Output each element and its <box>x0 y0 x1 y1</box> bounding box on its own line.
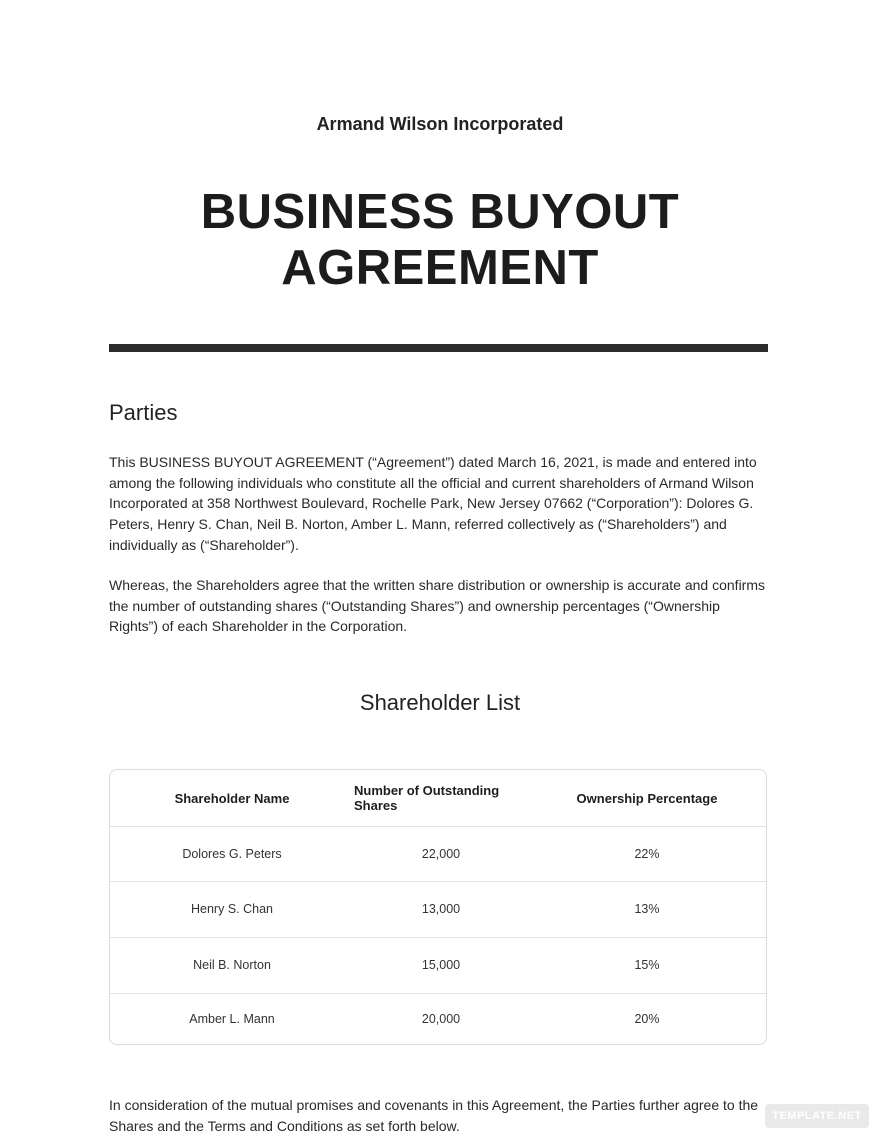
title-divider <box>109 344 768 352</box>
table-row <box>110 826 766 882</box>
section-heading-parties: Parties <box>109 400 178 425</box>
cell-percentage: 20% <box>634 1011 660 1026</box>
cell-name: Amber L. Mann <box>189 1011 275 1026</box>
shareholder-table <box>109 769 767 1045</box>
header-outstanding-shares: Number of Outstanding Shares <box>354 783 500 813</box>
paragraph-whereas: Whereas, the Shareholders agree that the written share distribution or ownership is accurate and confirms the number of outstanding shares (“Outstanding Shares”) and ownership percentages (“Ownership Rights”) of each Shareholder in the Corporation. <box>109 577 766 635</box>
title-line-2: AGREEMENT <box>281 241 599 295</box>
cell-percentage: 13% <box>634 902 660 916</box>
table-row <box>110 881 766 938</box>
cell-name: Henry S. Chan <box>191 902 273 916</box>
table-row <box>110 937 766 994</box>
template-watermark: TEMPLATE.NET <box>765 1104 869 1128</box>
cell-shares: 13,000 <box>421 902 461 916</box>
cell-shares: 20,000 <box>421 1011 461 1026</box>
cell-shares: 15,000 <box>421 958 461 972</box>
company-name: Armand Wilson Incorporated <box>316 114 564 134</box>
table-title: Shareholder List <box>359 690 521 715</box>
document-title <box>0 184 880 296</box>
cell-percentage: 15% <box>634 958 660 972</box>
paragraph-parties: This BUSINESS BUYOUT AGREEMENT (“Agreement”) dated March 16, 2021, is made and entered into among the following individuals who constitute all the official and current shareholders of Armand Wilson Incorporated at 358 Northwest Boulevard, Rochelle Park, New Jersey 07662 (“Corporation”): Dolores G. Peters, Henry S. Chan, Neil B. Norton, Amber L. Mann, referred collectively as (“Shareholders”) and individually as (“Shareholder”). <box>109 454 757 553</box>
paragraph-consideration: In consideration of the mutual promises and covenants in this Agreement, the Parties further agree to the Shares and the Terms and Conditions as set forth below. <box>109 1097 759 1134</box>
cell-name: Neil B. Norton <box>193 958 271 972</box>
cell-percentage: 22% <box>634 846 660 861</box>
table-row <box>110 993 766 1044</box>
title-line-1: BUSINESS BUYOUT <box>200 185 680 239</box>
header-ownership-percentage: Ownership Percentage <box>576 790 718 806</box>
header-shareholder-name: Shareholder Name <box>174 790 290 806</box>
cell-shares: 22,000 <box>421 846 461 861</box>
table-header-row <box>110 770 766 827</box>
cell-name: Dolores G. Peters <box>182 846 282 861</box>
